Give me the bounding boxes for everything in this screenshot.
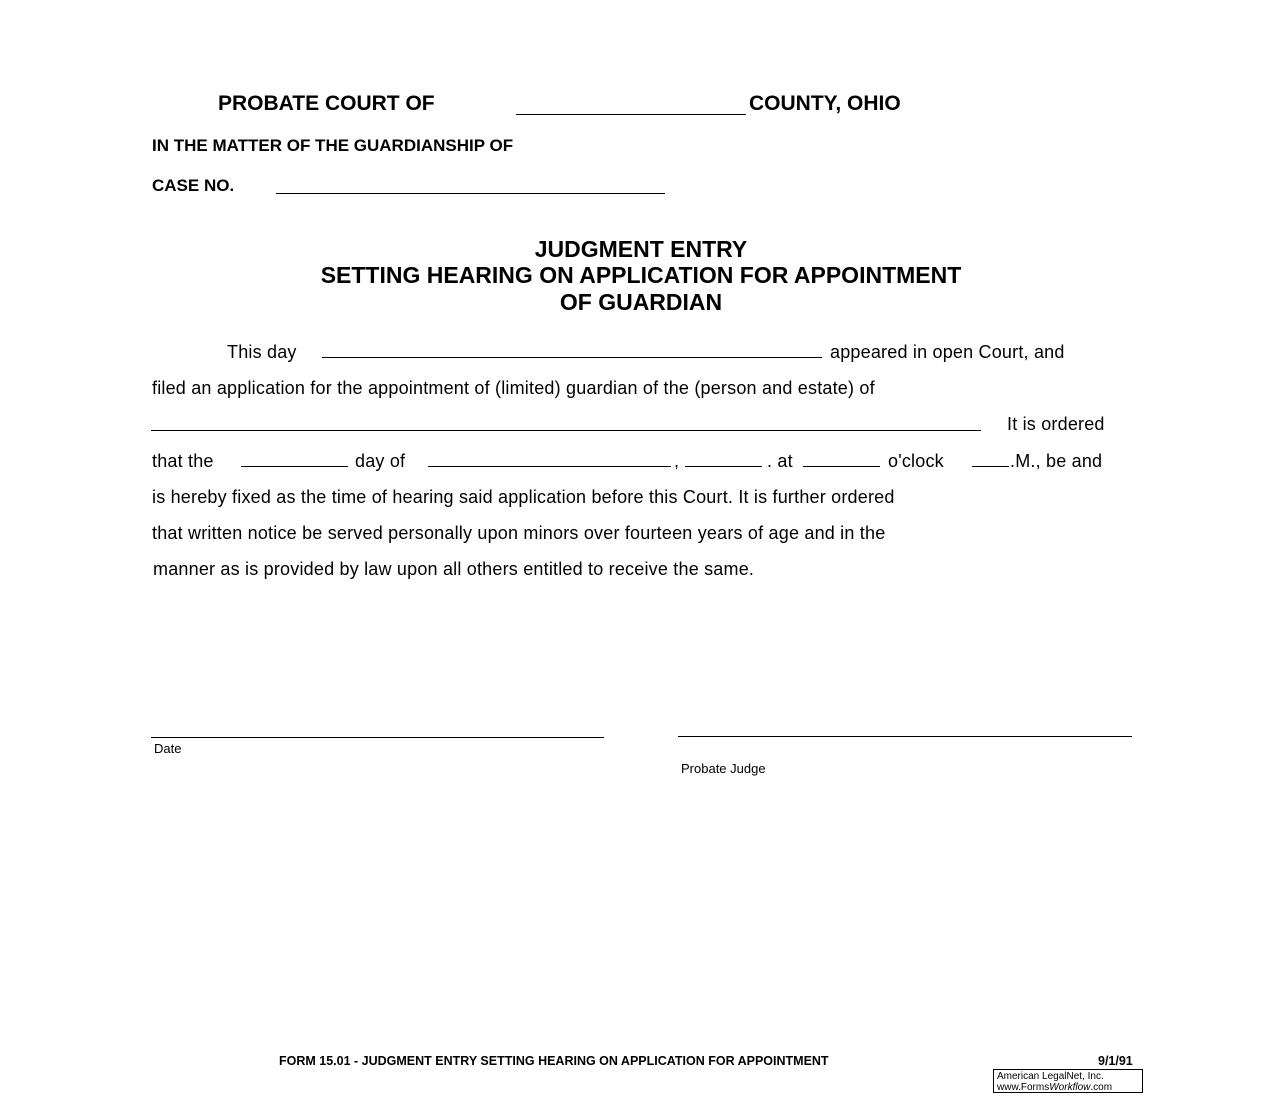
ward-name-blank-line [151, 430, 981, 431]
body-line-6: that written notice be served personally upon minors over fourteen years of age and in the [152, 523, 886, 543]
publisher-name: American LegalNet, Inc. [997, 1071, 1104, 1082]
body-appeared: appeared in open Court, and [830, 342, 1065, 362]
body-day-of: day of [355, 451, 406, 471]
county-state-label: COUNTY, OHIO [749, 92, 901, 115]
body-at: . at [767, 451, 793, 471]
date-signature-line [151, 737, 604, 738]
website-italic: Workflow [1049, 1082, 1091, 1093]
body-be-and: .M., be and [1010, 451, 1103, 471]
body-that-the: that the [152, 451, 214, 471]
matter-label: IN THE MATTER OF THE GUARDIANSHIP OF [152, 136, 514, 155]
court-name-label: PROBATE COURT OF [218, 92, 435, 115]
body-oclock: o'clock [888, 451, 944, 471]
website-suffix: .com [1090, 1082, 1113, 1093]
body-line-7: manner as is provided by law upon all others entitled to receive the same. [153, 559, 755, 579]
publisher-website [997, 1082, 1139, 1093]
year-blank-line [685, 466, 762, 467]
case-number-blank-line [276, 193, 665, 194]
month-blank-line [428, 466, 671, 467]
publisher-box [993, 1069, 1143, 1093]
applicant-blank-line [322, 357, 822, 358]
form-date-footer: 9/1/91 [1098, 1054, 1133, 1068]
probate-judge-label: Probate Judge [681, 761, 766, 776]
case-number-label: CASE NO. [152, 176, 235, 195]
time-blank-line [803, 466, 880, 467]
judge-signature-line [678, 736, 1132, 737]
title-line-3: OF GUARDIAN [559, 289, 723, 315]
date-label: Date [154, 741, 182, 756]
website-prefix: www.Forms [997, 1082, 1050, 1093]
day-blank-line [241, 466, 348, 467]
title-line-1: JUDGMENT ENTRY [534, 236, 748, 262]
am-pm-blank-line [972, 466, 1009, 467]
body-line-5: is hereby fixed as the time of hearing said application before this Court. It is further ordered [152, 487, 895, 507]
county-blank-line [516, 114, 746, 115]
body-it-is-ordered: It is ordered [1007, 414, 1105, 434]
body-comma: , [674, 451, 680, 471]
body-this-day: This day [227, 342, 297, 362]
body-line-2: filed an application for the appointment of (limited) guardian of the (person and estate) of [152, 378, 875, 398]
form-title-footer: FORM 15.01 - JUDGMENT ENTRY SETTING HEARING ON APPLICATION FOR APPOINTMENT [279, 1054, 829, 1068]
title-line-2: SETTING HEARING ON APPLICATION FOR APPOINTMENT [320, 262, 962, 288]
